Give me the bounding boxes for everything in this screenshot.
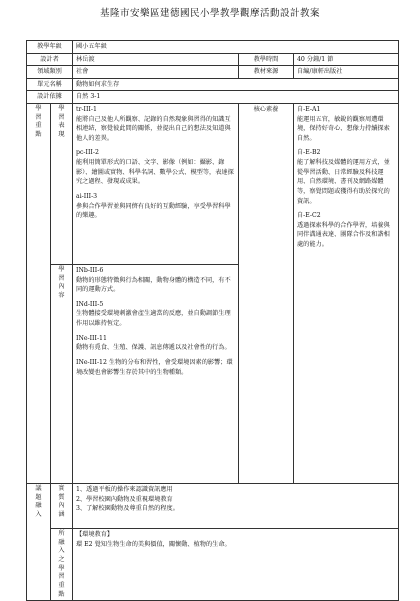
source-value: 自編/康軒出版社 bbox=[294, 66, 399, 79]
content-code-inline: INe-III-12 bbox=[76, 358, 107, 366]
grade-value: 國小五年級 bbox=[73, 41, 399, 54]
content-text: 動物有覓食、生殖、保護、訊息傳遞以及社會性的行為。 bbox=[76, 344, 231, 352]
performance-item bbox=[76, 105, 235, 143]
issue-integration-label bbox=[27, 484, 51, 601]
source-label: 教材來源 bbox=[239, 66, 294, 79]
core-item bbox=[297, 148, 395, 206]
core-code: 自-E-B2 bbox=[297, 149, 321, 157]
row-issue-focus bbox=[27, 484, 399, 529]
core-code: 自-E-C2 bbox=[297, 212, 321, 220]
issue-units-label-text: 所融入之學習重點 bbox=[58, 530, 65, 598]
core-text: 透過探索科學的合作學習，培養與同伴溝通表達、團隊合作及和諧相處的能力。 bbox=[297, 221, 390, 248]
performance-text: 能利用簡單形式的口語、文字、影像（例如：攝影、錄影）、繪圖或實物、科學名詞、數學公式、模型等，表達探究之過程、發現或成果。 bbox=[76, 159, 234, 186]
content-text: 動物的形態特徵與行為相關，動物身體的構造不同，有不同的運動方式。 bbox=[76, 276, 231, 294]
row-domain bbox=[27, 66, 399, 79]
content-code: INe-III-11 bbox=[76, 334, 107, 342]
row-issue-units bbox=[27, 529, 399, 601]
performance-text: 參與合作學習並與同儕有良好的互動經驗，享受學習科學的樂趣。 bbox=[76, 202, 231, 220]
core-code: 自-E-A1 bbox=[297, 106, 321, 114]
learning-focus-label bbox=[27, 104, 51, 484]
content-text: 生物體接受環境刺激會產生適當的反應，並自動調節生理作用以維持恆定。 bbox=[76, 310, 231, 328]
issue-integration-text: 議題融入 bbox=[35, 485, 42, 519]
time-label: 教學時間 bbox=[239, 53, 294, 66]
content-label bbox=[51, 265, 73, 484]
issue-focus-label bbox=[51, 484, 73, 529]
performance-item bbox=[76, 148, 235, 186]
domain-value: 社會 bbox=[73, 66, 239, 79]
content-label-text: 學習內容 bbox=[58, 266, 65, 300]
designer-label: 設計者 bbox=[27, 53, 73, 66]
time-value: 40 分鐘/1 節 bbox=[294, 53, 399, 66]
content-item bbox=[76, 358, 235, 377]
core-literacy-label: 核心素養 bbox=[239, 104, 294, 484]
performance-label-text: 學習表現 bbox=[58, 105, 65, 139]
content-item bbox=[76, 334, 235, 353]
content-text: 生物的分布和習性，會受環境因素的影響；環境改變也會影響生存於其中的生物種類。 bbox=[76, 358, 233, 376]
performance-code: pc-III-2 bbox=[76, 149, 99, 157]
row-designer bbox=[27, 53, 399, 66]
lesson-plan-table bbox=[26, 40, 399, 601]
row-basis bbox=[27, 91, 399, 104]
content-item bbox=[76, 300, 235, 329]
grade-label: 教學年級 bbox=[27, 41, 73, 54]
content-item bbox=[76, 266, 235, 295]
performance-cell bbox=[73, 104, 239, 265]
issue-units-label bbox=[51, 529, 73, 601]
performance-code: ai-III-3 bbox=[76, 192, 98, 200]
performance-label bbox=[51, 104, 73, 265]
core-item bbox=[297, 211, 395, 249]
issue-focus-label-text: 實質內涵 bbox=[58, 485, 65, 519]
row-learning-performance bbox=[27, 104, 399, 265]
core-text: 能運用五官，敏銳的觀察周遭環境，保持好奇心、想像力持續探索自然。 bbox=[297, 115, 390, 142]
performance-text: 能將自己及他人所觀察、記錄的自然現象與習得的知識互相連結，察覺彼此間的關係，並提出自己的想法及知道與他人的差異。 bbox=[76, 115, 231, 142]
content-code: INb-III-6 bbox=[76, 267, 104, 275]
row-grade bbox=[27, 41, 399, 54]
unit-value: 動物如何求生存 bbox=[73, 78, 399, 91]
core-item bbox=[297, 105, 395, 143]
basis-label: 設計依據 bbox=[27, 91, 73, 104]
row-unit bbox=[27, 78, 399, 91]
unit-label: 單元名稱 bbox=[27, 78, 73, 91]
performance-code: tr-III-1 bbox=[76, 106, 97, 114]
basis-value: 自然 3-1 bbox=[73, 91, 399, 104]
content-code: INd-III-5 bbox=[76, 300, 104, 308]
core-text: 能了解科技及媒體的運用方式，並從學習活動、日常經驗及科技運用、自然環境、書刊及網路媒體等，察覺問題或獲得有助於探究的資訊。 bbox=[297, 159, 390, 205]
performance-item bbox=[76, 192, 235, 221]
core-literacy-cell bbox=[294, 104, 399, 484]
content-cell bbox=[73, 265, 239, 484]
page-title: 基隆市安樂區建德國民小學教學觀摩活動設計教案 bbox=[99, 8, 320, 19]
designer-value: 林岳渡 bbox=[73, 53, 239, 66]
issue-units-cell: 【環境教育】 環 E2 覺知生物生命的美與價值，關懷動、植物的生命。 bbox=[73, 529, 399, 601]
domain-label: 領域類別 bbox=[27, 66, 73, 79]
learning-focus-text: 學習重點 bbox=[35, 105, 42, 139]
issue-focus-cell: 1、透過平板的操作來認識資訊應用 2、學習校園內動物及重視環境教育 3、了解校園動物及尊重自然的程度。 bbox=[73, 484, 399, 529]
